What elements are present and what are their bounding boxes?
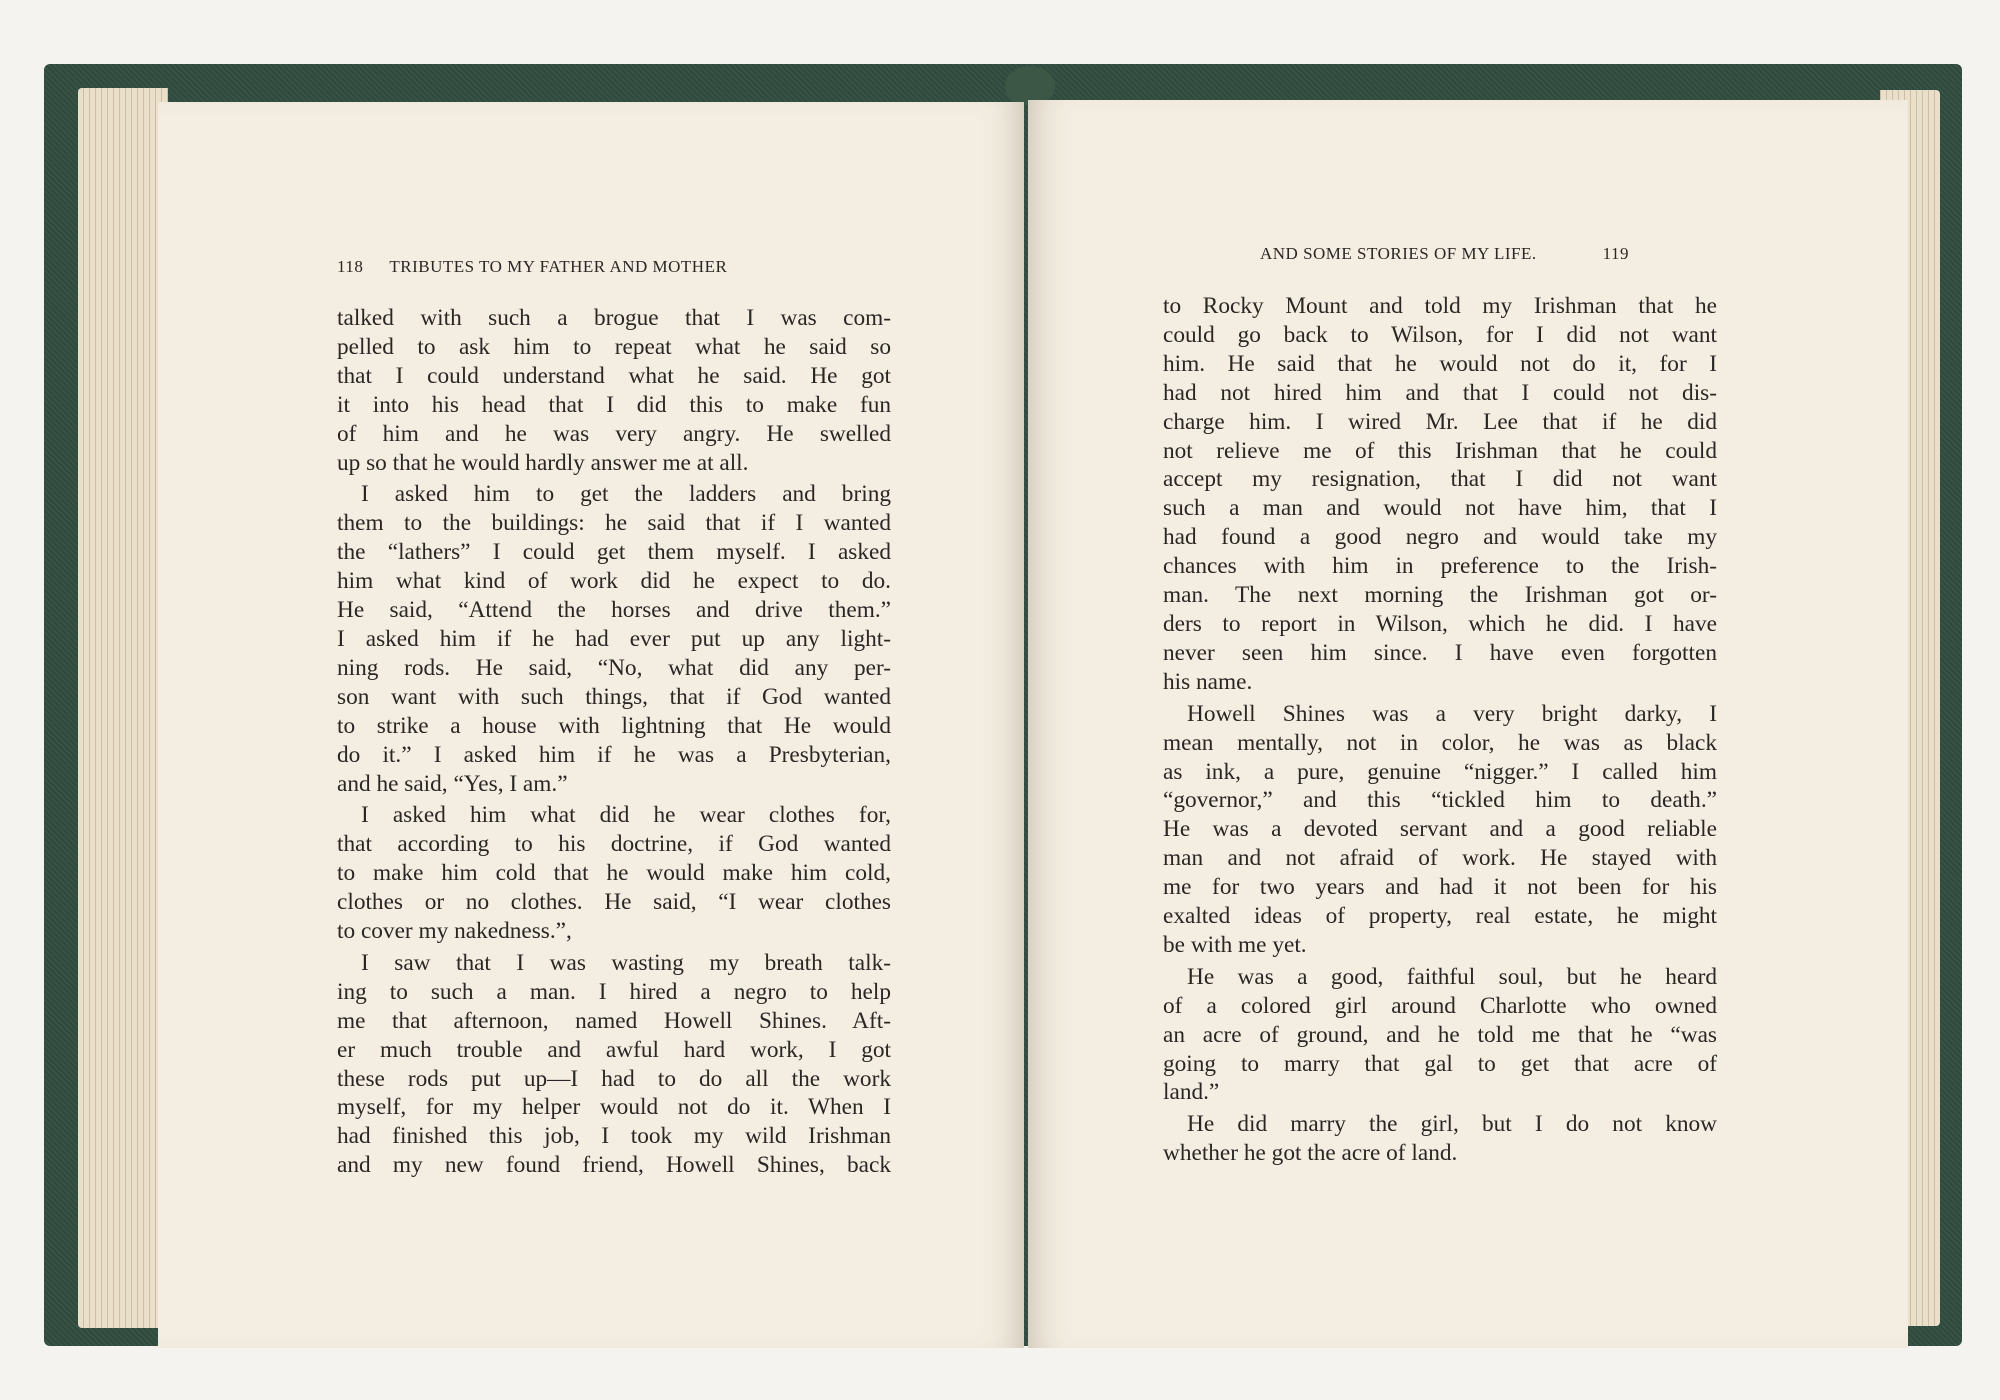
text-line: myself, for my helper would not do it. When I xyxy=(337,1094,891,1121)
text-line: as ink, a pure, genuine “nigger.” I called him xyxy=(1163,758,1717,785)
text-line: that according to his doctrine, if God wanted xyxy=(337,831,891,858)
text-line: him what kind of work did he expect to do. xyxy=(337,568,891,595)
text-line: ning rods. He said, “No, what did any per- xyxy=(337,654,891,681)
text-line: them to the buildings: he said that if I wanted xyxy=(337,510,891,537)
text-line: He was a good, faithful soul, but he heard xyxy=(1187,963,1717,990)
paragraph xyxy=(337,304,891,477)
text-line: such a man and would not have him, that I xyxy=(1163,495,1717,522)
running-head-title: AND SOME STORIES OF MY LIFE. xyxy=(1260,244,1537,263)
text-line: to strike a house with lightning that He would xyxy=(337,712,891,739)
page-number-118: 118 xyxy=(337,257,364,276)
text-line: er much trouble and awful hard work, I got xyxy=(337,1036,891,1063)
text-line: clothes or no clothes. He said, “I wear clothes xyxy=(337,889,891,916)
text-line: whether he got the acre of land. xyxy=(1163,1140,1458,1167)
page-edges-left xyxy=(78,88,168,1328)
text-line: do it.” I asked him if he was a Presbyterian, xyxy=(337,741,891,768)
text-line: mean mentally, not in color, he was as black xyxy=(1163,729,1717,756)
text-line: He was a devoted servant and a good reliable xyxy=(1163,816,1717,843)
text-line: that I could understand what he said. He got xyxy=(337,362,891,389)
text-line: him. He said that he would not do it, for I xyxy=(1163,350,1717,377)
text-line: talked with such a brogue that I was com- xyxy=(337,305,891,331)
paragraph xyxy=(1163,292,1717,697)
paragraph xyxy=(337,480,891,798)
paragraph xyxy=(1163,963,1717,1108)
text-line: man and not afraid of work. He stayed with xyxy=(1163,845,1717,872)
paragraph xyxy=(337,801,891,946)
text-line: not relieve me of this Irishman that he could xyxy=(1163,437,1717,464)
text-line: exalted ideas of property, real estate, he might xyxy=(1163,903,1717,930)
text-line: pelled to ask him to repeat what he said so xyxy=(337,333,891,360)
right-page-body xyxy=(1163,292,1717,1168)
text-line: to make him cold that he would make him cold, xyxy=(337,860,891,887)
text-line: never seen him since. I have even forgotten xyxy=(1163,639,1717,666)
text-line: I asked him if he had ever put up any light- xyxy=(337,625,891,652)
text-line: be with me yet. xyxy=(1163,931,1307,958)
running-head-title: TRIBUTES TO MY FATHER AND MOTHER xyxy=(389,257,728,276)
text-line: He said, “Attend the horses and drive them.” xyxy=(337,597,891,624)
left-page-body xyxy=(337,304,891,1180)
text-line: He did marry the girl, but I do not know xyxy=(1187,1111,1717,1138)
text-line: the “lathers” I could get them myself. I asked xyxy=(337,539,891,566)
text-line: charge him. I wired Mr. Lee that if he did xyxy=(1163,408,1717,435)
text-line: accept my resignation, that I did not want xyxy=(1163,466,1717,493)
text-line: me for two years and had it not been for his xyxy=(1163,874,1717,901)
text-line: and he said, “Yes, I am.” xyxy=(337,770,568,797)
text-line: man. The next morning the Irishman got or- xyxy=(1163,582,1717,609)
text-line: “governor,” and this “tickled him to death.” xyxy=(1163,787,1717,814)
text-line: I asked him what did he wear clothes for, xyxy=(361,802,891,829)
paragraph xyxy=(337,949,891,1180)
text-line: these rods put up—I had to do all the work xyxy=(337,1065,891,1092)
text-line: ders to report in Wilson, which he did. I have xyxy=(1163,610,1717,637)
text-line: chances with him in preference to the Irish- xyxy=(1163,553,1717,580)
text-line: going to marry that gal to get that acre of xyxy=(1163,1050,1717,1077)
right-running-head xyxy=(1260,244,1629,264)
text-line: I asked him to get the ladders and bring xyxy=(361,481,891,508)
text-line: Howell Shines was a very bright darky, I xyxy=(1187,700,1717,727)
text-line: could go back to Wilson, for I did not want xyxy=(1163,321,1717,348)
text-line: of him and he was very angry. He swelled xyxy=(337,420,891,447)
text-line: had finished this job, I took my wild Irishman xyxy=(337,1123,891,1150)
text-line: his name. xyxy=(1163,668,1253,695)
text-line: it into his head that I did this to make fun xyxy=(337,391,891,418)
page-number-119: 119 xyxy=(1602,244,1629,263)
text-line: son want with such things, that if God wanted xyxy=(337,683,891,710)
text-line: to Rocky Mount and told my Irishman that he xyxy=(1163,293,1717,319)
text-line: I saw that I was wasting my breath talk- xyxy=(361,949,891,976)
text-line: to cover my nakedness.”, xyxy=(337,918,572,945)
text-line: of a colored girl around Charlotte who owned xyxy=(1163,992,1717,1019)
text-line: up so that he would hardly answer me at all. xyxy=(337,449,749,476)
text-line: had not hired him and that I could not dis- xyxy=(1163,379,1717,406)
paragraph xyxy=(1163,700,1717,960)
text-line: an acre of ground, and he told me that he “was xyxy=(1163,1021,1717,1048)
text-line: ing to such a man. I hired a negro to help xyxy=(337,978,891,1005)
paragraph xyxy=(1163,1110,1717,1168)
text-line: had found a good negro and would take my xyxy=(1163,524,1717,551)
left-running-head xyxy=(337,257,727,277)
text-line: land.” xyxy=(1163,1079,1220,1106)
text-line: me that afternoon, named Howell Shines. Aft- xyxy=(337,1007,891,1034)
text-line: and my new found friend, Howell Shines, back xyxy=(337,1152,891,1179)
